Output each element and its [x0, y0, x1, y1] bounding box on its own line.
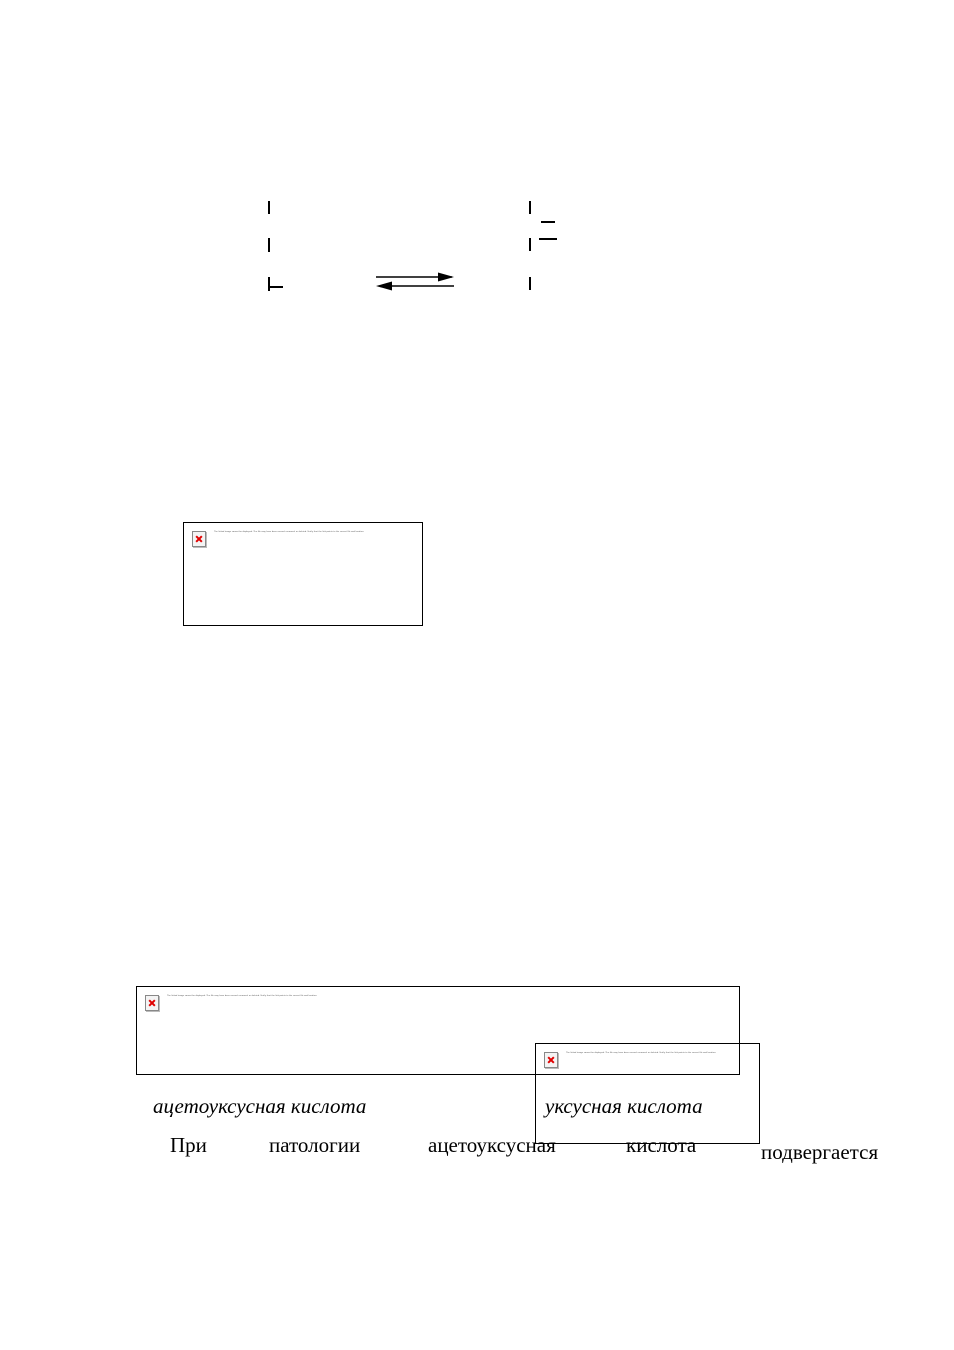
broken-image-1 [183, 522, 423, 626]
bond-left-3 [268, 277, 270, 291]
broken-image-message: The linked image cannot be displayed. The file may have been moved, renamed, or deleted. Verify that the link points to the correct file and location. [566, 1052, 717, 1054]
broken-image-message: The linked image cannot be displayed. The file may have been moved, renamed, or deleted. Verify that the link points to the correct file and location. [214, 531, 365, 533]
paragraph-word: При [170, 1133, 207, 1157]
bond-right-1 [529, 201, 531, 214]
label-acetoacetic-acid: ацетоуксусная кислота [153, 1094, 367, 1118]
paragraph-word: кислота [626, 1133, 697, 1157]
paragraph-word: патологии [269, 1133, 361, 1157]
broken-image-icon [145, 995, 159, 1011]
broken-image-message: The linked image cannot be displayed. The file may have been moved, renamed, or deleted. Verify that the link points to the correct file and location. [167, 995, 318, 997]
broken-image-icon [544, 1052, 558, 1068]
bond-left-horizontal [268, 286, 283, 288]
bond-right-h1 [541, 221, 555, 223]
paragraph-word: ацетоуксусная [428, 1133, 556, 1157]
paragraph-word: подвергается [761, 1140, 879, 1164]
equilibrium-arrows-icon [372, 270, 460, 292]
bond-right-h2 [539, 238, 557, 240]
bond-left-2 [268, 238, 270, 252]
broken-image-icon [192, 531, 206, 547]
bond-right-2 [529, 238, 531, 251]
bond-left-1 [268, 201, 270, 214]
label-acetic-acid: уксусная кислота [545, 1094, 703, 1118]
bond-right-3 [529, 277, 531, 290]
